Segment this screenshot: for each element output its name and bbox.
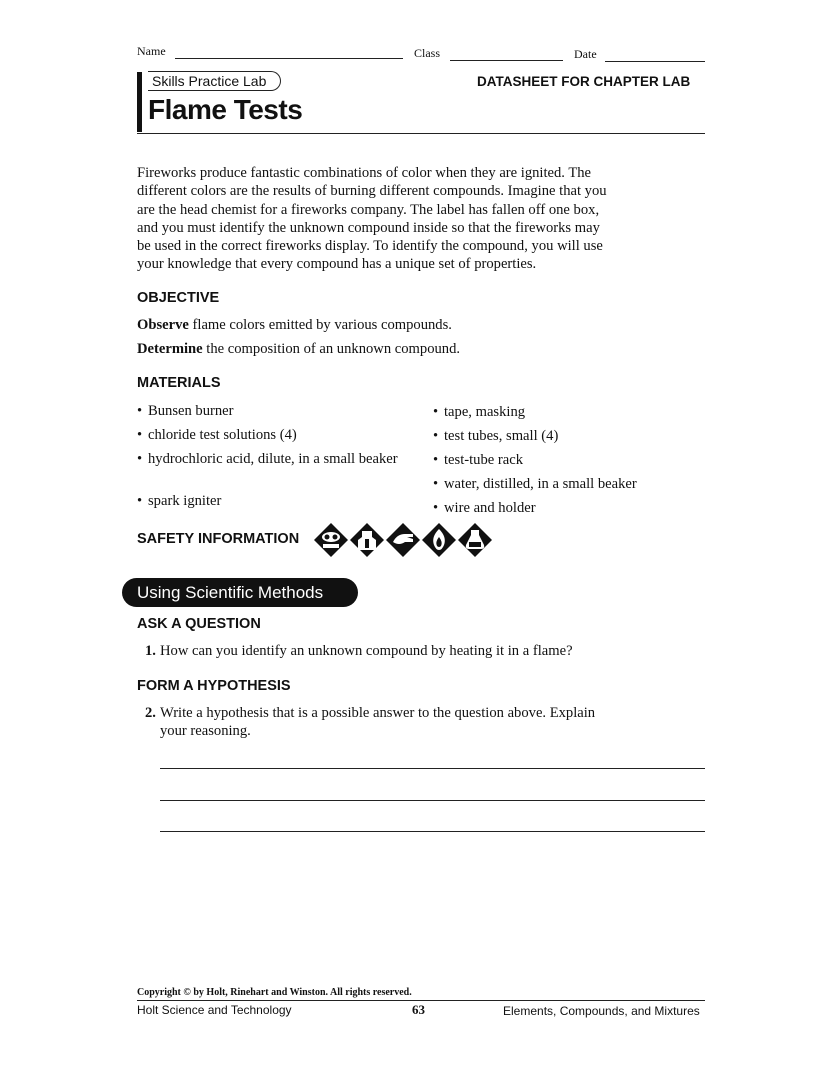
copyright-notice: Copyright © by Holt, Rinehart and Winston. All rights reserved. [137, 987, 412, 998]
question-number: 2. [145, 705, 156, 721]
chemical-safety-icon [458, 523, 492, 557]
objective-text: flame colors emitted by various compounds. [188, 317, 452, 333]
hand-safety-icon [386, 523, 420, 557]
title-accent-bar [137, 72, 142, 132]
material-item: • water, distilled, in a small beaker [433, 476, 637, 492]
material-item: • hydrochloric acid, dilute, in a small beaker [137, 451, 398, 467]
chapter-name: Elements, Compounds, and Mixtures [503, 1004, 700, 1018]
methods-banner: Using Scientific Methods [122, 578, 358, 607]
material-item: • chloride test solutions (4) [137, 427, 297, 443]
page-title: Flame Tests [148, 94, 303, 125]
heating-safety-icon [422, 523, 456, 557]
intro-line: Fireworks produce fantastic combinations of color when they are ignited. The [137, 165, 592, 181]
class-field[interactable] [450, 60, 563, 61]
intro-line: be used in the correct fireworks display. To identify the compound, you will use [137, 238, 603, 255]
objective-verb: Observe [137, 317, 189, 333]
answer-line-2[interactable] [160, 800, 705, 801]
question-text: How can you identify an unknown compound by heating it in a flame? [160, 643, 573, 659]
objective-item [137, 316, 452, 334]
question-text: Write a hypothesis that is a possible answer to the question above. Explain [160, 705, 596, 721]
question-number: 1. [145, 643, 156, 659]
page-number: 63 [412, 1002, 425, 1017]
safety-icons [313, 522, 493, 558]
question-1 [145, 642, 573, 660]
question-2-continued: your reasoning. [160, 723, 251, 739]
objective-heading: OBJECTIVE [137, 290, 220, 306]
lab-apron-icon [350, 523, 384, 557]
title-rule [137, 133, 705, 134]
objective-text: the composition of an unknown compound. [202, 341, 461, 357]
datasheet-label: DATASHEET FOR CHAPTER LAB [477, 74, 691, 89]
material-item: • test-tube rack [433, 452, 524, 468]
hypothesis-heading: FORM A HYPOTHESIS [137, 678, 291, 694]
answer-line-3[interactable] [160, 831, 705, 832]
intro-line: are the head chemist for a fireworks company. The label has fallen off one box, [137, 201, 600, 218]
objective-verb: Determine [137, 341, 203, 357]
date-field[interactable] [605, 61, 705, 62]
material-item: • Bunsen burner [137, 403, 234, 419]
material-item: • spark igniter [137, 493, 222, 509]
intro-line: and you must identify the unknown compound inside so that the fireworks may [137, 219, 600, 236]
material-item: • test tubes, small (4) [433, 428, 559, 444]
question-2 [145, 704, 595, 722]
ask-question-heading: ASK A QUESTION [137, 616, 261, 632]
intro-line: your knowledge that every compound has a unique set of properties. [137, 256, 537, 273]
material-item: • wire and holder [433, 500, 536, 516]
footer-rule [137, 1000, 705, 1001]
name-label: Name [137, 44, 166, 58]
date-label: Date [574, 47, 597, 61]
intro-paragraph [137, 164, 707, 274]
name-field[interactable] [175, 58, 403, 59]
material-item: • tape, masking [433, 404, 526, 420]
intro-line: different colors are the results of burning different compounds. Imagine that you [137, 183, 607, 200]
materials-heading: MATERIALS [137, 375, 221, 391]
publisher-name: Holt Science and Technology [137, 1003, 292, 1017]
class-label: Class [414, 46, 441, 60]
lab-type-tag: Skills Practice Lab [148, 71, 281, 91]
answer-line-1[interactable] [160, 768, 705, 769]
objective-item [137, 340, 460, 358]
safety-heading: SAFETY INFORMATION [137, 531, 300, 547]
eye-protection-icon [314, 523, 348, 557]
